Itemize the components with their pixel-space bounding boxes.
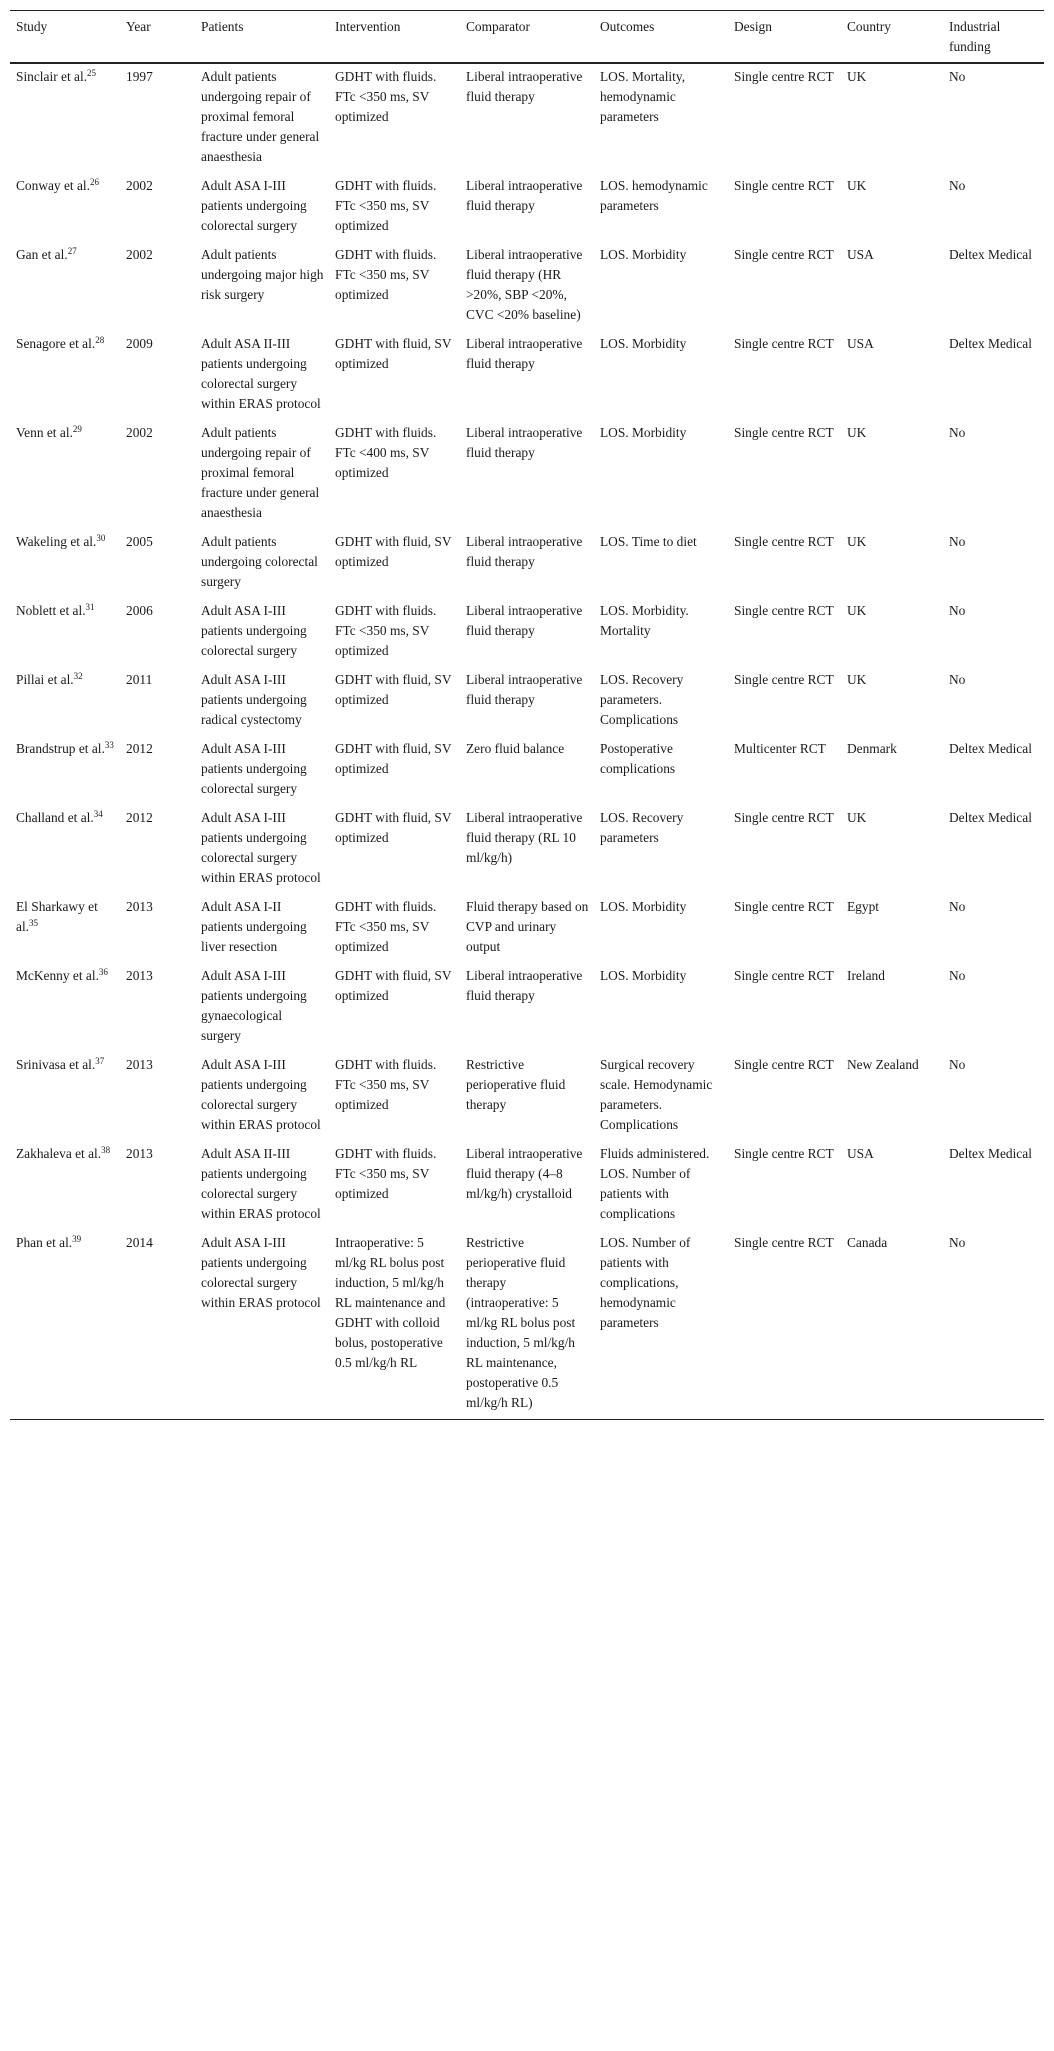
outcomes-cell: LOS. Recovery parameters. Complications	[600, 672, 684, 727]
intervention-cell: GDHT with fluids. FTc <350 ms, SV optimized	[335, 178, 437, 233]
table-row	[10, 1230, 1044, 1420]
table-container	[10, 10, 1044, 1420]
patients-cell: Adult ASA I-III patients undergoing colorectal surgery	[201, 603, 307, 658]
patients-cell: Adult patients undergoing repair of proximal femoral fracture under general anaesthesia	[201, 69, 320, 164]
header-row	[10, 11, 1044, 64]
study-name: Brandstrup et al.	[16, 741, 105, 756]
funding-cell: Deltex Medical	[949, 1146, 1032, 1161]
header-cell: Study	[10, 11, 120, 64]
country-cell: USA	[847, 247, 874, 262]
funding-cell: No	[949, 1057, 966, 1072]
intervention-cell: GDHT with fluid, SV optimized	[335, 968, 452, 1003]
study-name: El Sharkawy et al.	[16, 899, 98, 934]
study-name: Srinivasa et al.	[16, 1057, 96, 1072]
study-cell	[10, 667, 120, 736]
outcomes-cell: LOS. Morbidity	[600, 425, 687, 440]
funding-cell: No	[949, 603, 966, 618]
intervention-cell: GDHT with fluids. FTc <350 ms, SV optimized	[335, 247, 437, 302]
comparator-cell: Liberal intraoperative fluid therapy	[466, 672, 583, 707]
header-cell: Design	[728, 11, 841, 64]
reference-number: 36	[98, 967, 108, 977]
header-cell: Outcomes	[594, 11, 728, 64]
patients-cell: Adult ASA I-III patients undergoing colorectal surgery within ERAS protocol	[201, 810, 321, 885]
study-name: McKenny et al.	[16, 968, 99, 983]
header-cell: Intervention	[329, 11, 460, 64]
funding-cell: No	[943, 1230, 1044, 1420]
study-name: Wakeling et al.	[16, 534, 97, 549]
patients-cell: Adult ASA I-III patients undergoing colorectal surgery	[201, 741, 307, 796]
study-cell	[10, 1230, 120, 1420]
reference-number: 27	[67, 246, 77, 256]
study-name: Conway et al.	[16, 178, 91, 193]
design-cell: Single centre RCT	[734, 178, 834, 193]
study-cell	[10, 1052, 120, 1141]
year-cell: 2012	[126, 741, 153, 756]
funding-cell: No	[949, 69, 966, 84]
study-name: Noblett et al.	[16, 603, 86, 618]
study-name: Pillai et al.	[16, 672, 74, 687]
design-cell: Single centre RCT	[734, 810, 834, 825]
design-cell: Single centre RCT	[734, 672, 834, 687]
design-cell: Single centre RCT	[728, 1230, 841, 1420]
intervention-cell: GDHT with fluids. FTc <350 ms, SV optimized	[335, 1146, 437, 1201]
year-cell: 2006	[126, 603, 153, 618]
outcomes-cell: LOS. Morbidity	[600, 336, 687, 351]
reference-number: 39	[72, 1234, 82, 1244]
comparator-cell: Restrictive perioperative fluid therapy (intraoperative: 5 ml/kg RL bolus post induction, 5 ml/kg/h RL maintenance, postoperative 0.5 ml/kg/h RL)	[460, 1230, 594, 1420]
study-name: Challand et al.	[16, 810, 94, 825]
header-cell: Country	[841, 11, 943, 64]
outcomes-cell: LOS. hemodynamic parameters	[600, 178, 708, 213]
design-cell: Single centre RCT	[734, 534, 834, 549]
outcomes-cell: LOS. Number of patients with complications, hemodynamic parameters	[594, 1230, 728, 1420]
study-name: Zakhaleva et al.	[16, 1146, 102, 1161]
table-row	[10, 529, 1044, 598]
comparator-cell: Liberal intraoperative fluid therapy	[466, 178, 583, 213]
patients-cell: Adult ASA II-III patients undergoing colorectal surgery within ERAS protocol	[201, 1146, 321, 1221]
outcomes-cell: LOS. Morbidity. Mortality	[600, 603, 689, 638]
reference-number: 25	[87, 68, 97, 78]
intervention-cell: GDHT with fluid, SV optimized	[335, 336, 452, 371]
design-cell: Single centre RCT	[734, 69, 834, 84]
patients-cell: Adult patients undergoing major high risk surgery	[201, 247, 324, 302]
comparator-cell: Liberal intraoperative fluid therapy	[466, 603, 583, 638]
study-name: Gan et al.	[16, 247, 68, 262]
outcomes-cell: Fluids administered. LOS. Number of patients with complications	[600, 1146, 710, 1221]
comparator-cell: Liberal intraoperative fluid therapy (RL 10 ml/kg/h)	[466, 810, 583, 865]
year-cell: 2002	[126, 425, 153, 440]
country-cell: USA	[847, 336, 874, 351]
year-cell: 2013	[126, 899, 153, 914]
design-cell: Multicenter RCT	[734, 741, 826, 756]
table-row	[10, 63, 1044, 173]
funding-cell: No	[949, 425, 966, 440]
study-name: Sinclair et al.	[16, 69, 88, 84]
study-cell	[10, 894, 120, 963]
intervention-cell: Intraoperative: 5 ml/kg RL bolus post induction, 5 ml/kg/h RL maintenance and GDHT with colloid bolus, postoperative 0.5 ml/kg/h RL	[329, 1230, 460, 1420]
reference-number: 31	[85, 602, 95, 612]
design-cell: Single centre RCT	[734, 336, 834, 351]
header-cell: Industrial funding	[943, 11, 1044, 64]
country-cell: UK	[847, 178, 867, 193]
year-cell: 2013	[126, 968, 153, 983]
study-cell	[10, 331, 120, 420]
patients-cell: Adult ASA I-III patients undergoing radical cystectomy	[201, 672, 307, 727]
study-cell	[10, 173, 120, 242]
table-body	[10, 63, 1044, 1420]
table-row	[10, 598, 1044, 667]
comparator-cell: Liberal intraoperative fluid therapy	[466, 425, 583, 460]
study-name: Phan et al.	[16, 1235, 73, 1250]
comparator-cell: Liberal intraoperative fluid therapy (HR >20%, SBP <20%, CVC <20% baseline)	[466, 247, 583, 322]
year-cell: 2002	[126, 178, 153, 193]
study-cell	[10, 420, 120, 529]
outcomes-cell: LOS. Recovery parameters	[600, 810, 684, 845]
country-cell: UK	[847, 672, 867, 687]
funding-cell: No	[949, 899, 966, 914]
table-row	[10, 242, 1044, 331]
table-row	[10, 894, 1044, 963]
study-name: Senagore et al.	[16, 336, 96, 351]
reference-number: 33	[104, 740, 114, 750]
patients-cell: Adult ASA I-III patients undergoing gynaecological surgery	[201, 968, 307, 1043]
study-cell	[10, 736, 120, 805]
comparator-cell: Liberal intraoperative fluid therapy	[466, 336, 583, 371]
study-cell	[10, 529, 120, 598]
reference-number: 34	[93, 809, 103, 819]
studies-table	[10, 10, 1044, 1420]
intervention-cell: GDHT with fluid, SV optimized	[335, 672, 452, 707]
intervention-cell: GDHT with fluids. FTc <400 ms, SV optimized	[335, 425, 437, 480]
table-row	[10, 420, 1044, 529]
intervention-cell: GDHT with fluid, SV optimized	[335, 810, 452, 845]
year-cell: 2014	[120, 1230, 195, 1420]
study-cell	[10, 963, 120, 1052]
reference-number: 37	[95, 1056, 105, 1066]
outcomes-cell: LOS. Morbidity	[600, 247, 687, 262]
table-row	[10, 736, 1044, 805]
country-cell: UK	[847, 810, 867, 825]
design-cell: Single centre RCT	[734, 425, 834, 440]
year-cell: 2005	[126, 534, 153, 549]
intervention-cell: GDHT with fluid, SV optimized	[335, 534, 452, 569]
year-cell: 2013	[126, 1146, 153, 1161]
funding-cell: No	[949, 672, 966, 687]
header-cell: Comparator	[460, 11, 594, 64]
table-row	[10, 1141, 1044, 1230]
year-cell: 2002	[126, 247, 153, 262]
country-cell: Denmark	[847, 741, 897, 756]
funding-cell: Deltex Medical	[949, 810, 1032, 825]
funding-cell: Deltex Medical	[949, 336, 1032, 351]
intervention-cell: GDHT with fluids. FTc <350 ms, SV optimized	[335, 899, 437, 954]
design-cell: Single centre RCT	[734, 899, 834, 914]
funding-cell: Deltex Medical	[949, 741, 1032, 756]
reference-number: 32	[73, 671, 83, 681]
table-row	[10, 805, 1044, 894]
patients-cell: Adult ASA I-II patients undergoing liver resection	[201, 899, 307, 954]
patients-cell: Adult ASA I-III patients undergoing colorectal surgery	[201, 178, 307, 233]
table-row	[10, 173, 1044, 242]
comparator-cell: Liberal intraoperative fluid therapy	[466, 69, 583, 104]
header-cell: Patients	[195, 11, 329, 64]
header-cell: Year	[120, 11, 195, 64]
country-cell: UK	[847, 603, 867, 618]
comparator-cell: Liberal intraoperative fluid therapy	[466, 968, 583, 1003]
country-cell: UK	[847, 534, 867, 549]
country-cell: Canada	[841, 1230, 943, 1420]
patients-cell: Adult ASA I-III patients undergoing colorectal surgery within ERAS protocol	[201, 1057, 321, 1132]
funding-cell: Deltex Medical	[949, 247, 1032, 262]
patients-cell: Adult ASA I-III patients undergoing colorectal surgery within ERAS protocol	[195, 1230, 329, 1420]
year-cell: 2013	[126, 1057, 153, 1072]
table-row	[10, 667, 1044, 736]
comparator-cell: Fluid therapy based on CVP and urinary output	[466, 899, 589, 954]
design-cell: Single centre RCT	[734, 968, 834, 983]
reference-number: 28	[95, 335, 105, 345]
funding-cell: No	[949, 534, 966, 549]
reference-number: 30	[96, 533, 106, 543]
table-header	[10, 11, 1044, 64]
design-cell: Single centre RCT	[734, 247, 834, 262]
design-cell: Single centre RCT	[734, 1057, 834, 1072]
country-cell: New Zealand	[847, 1057, 919, 1072]
intervention-cell: GDHT with fluid, SV optimized	[335, 741, 452, 776]
comparator-cell: Zero fluid balance	[466, 741, 565, 756]
reference-number: 38	[101, 1145, 111, 1155]
design-cell: Single centre RCT	[734, 603, 834, 618]
table-row	[10, 1052, 1044, 1141]
funding-cell: No	[949, 968, 966, 983]
comparator-cell: Restrictive perioperative fluid therapy	[466, 1057, 566, 1112]
study-name: Venn et al.	[16, 425, 73, 440]
outcomes-cell: LOS. Morbidity	[600, 968, 687, 983]
patients-cell: Adult ASA II-III patients undergoing colorectal surgery within ERAS protocol	[201, 336, 321, 411]
country-cell: Egypt	[847, 899, 879, 914]
reference-number: 26	[90, 177, 100, 187]
study-cell	[10, 598, 120, 667]
year-cell: 1997	[126, 69, 153, 84]
patients-cell: Adult patients undergoing repair of proximal femoral fracture under general anaesthesia	[201, 425, 320, 520]
study-cell	[10, 63, 120, 173]
country-cell: Ireland	[847, 968, 885, 983]
intervention-cell: GDHT with fluids. FTc <350 ms, SV optimized	[335, 1057, 437, 1112]
year-cell: 2009	[126, 336, 153, 351]
funding-cell: No	[949, 178, 966, 193]
intervention-cell: GDHT with fluids. FTc <350 ms, SV optimized	[335, 69, 437, 124]
reference-number: 35	[29, 918, 39, 928]
outcomes-cell: LOS. Morbidity	[600, 899, 687, 914]
table-row	[10, 331, 1044, 420]
table-row	[10, 963, 1044, 1052]
outcomes-cell: LOS. Mortality, hemodynamic parameters	[600, 69, 686, 124]
country-cell: UK	[847, 425, 867, 440]
study-cell	[10, 242, 120, 331]
year-cell: 2012	[126, 810, 153, 825]
country-cell: USA	[847, 1146, 874, 1161]
design-cell: Single centre RCT	[734, 1146, 834, 1161]
study-cell	[10, 805, 120, 894]
year-cell: 2011	[126, 672, 153, 687]
outcomes-cell: Postoperative complications	[600, 741, 676, 776]
outcomes-cell: LOS. Time to diet	[600, 534, 697, 549]
country-cell: UK	[847, 69, 867, 84]
study-cell	[10, 1141, 120, 1230]
outcomes-cell: Surgical recovery scale. Hemodynamic parameters. Complications	[600, 1057, 713, 1132]
intervention-cell: GDHT with fluids. FTc <350 ms, SV optimized	[335, 603, 437, 658]
patients-cell: Adult patients undergoing colorectal surgery	[201, 534, 318, 589]
reference-number: 29	[72, 424, 82, 434]
comparator-cell: Liberal intraoperative fluid therapy (4–8 ml/kg/h) crystalloid	[466, 1146, 583, 1201]
comparator-cell: Liberal intraoperative fluid therapy	[466, 534, 583, 569]
